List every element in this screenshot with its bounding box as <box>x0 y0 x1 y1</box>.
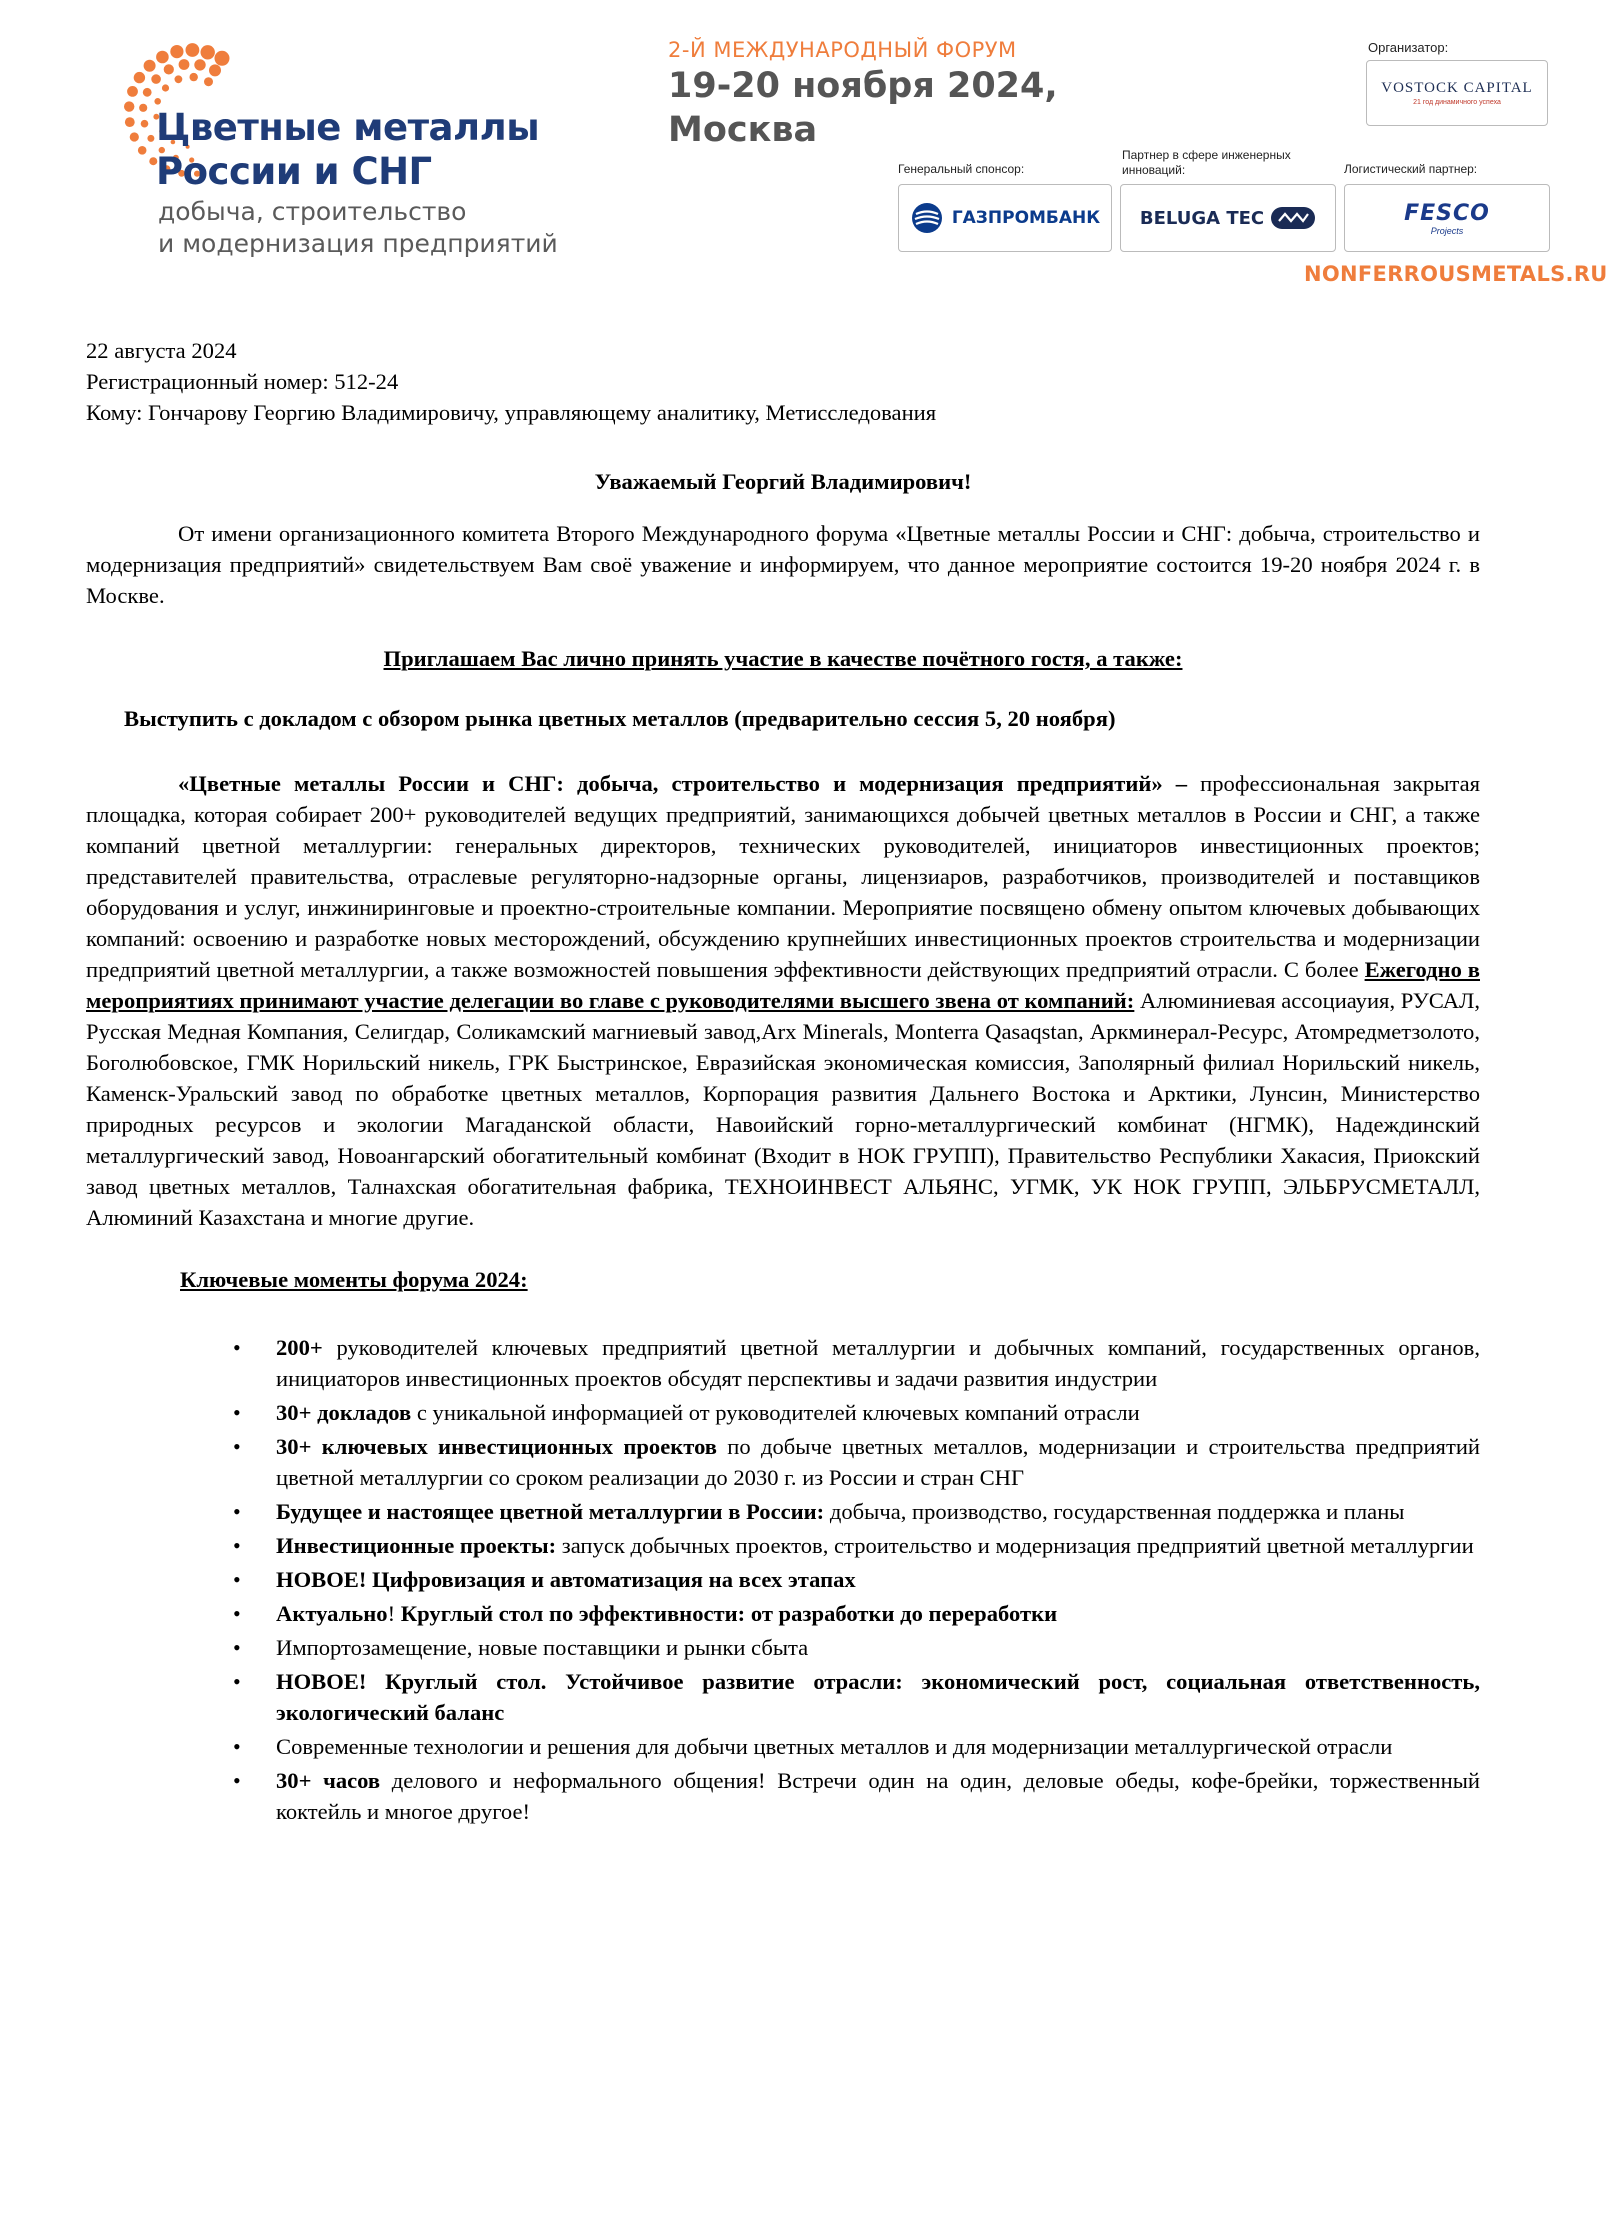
general-sponsor-logo <box>898 184 1112 252</box>
list-item-bold: Актуально <box>276 1601 388 1626</box>
forum-label: 2-Й МЕЖДУНАРОДНЫЙ ФОРУМ <box>668 38 1017 62</box>
intro-paragraph: От имени организационного комитета Второго Международного форума «Цветные металлы России и СНГ: добыча, строительство и модернизация предприятий» свидетельствуем Вам своё уважение и информируем, что данное мероприятие состоится 19-20 ноября 2024 г. в Москве. <box>86 521 1480 608</box>
list-item <box>233 1530 1480 1561</box>
logo-dot <box>179 59 190 70</box>
organizer-label: Организатор: <box>1368 40 1449 55</box>
logistics-partner-name: FESCO <box>1404 200 1490 226</box>
letter-date: 22 августа 2024 <box>86 338 237 363</box>
logo-dot <box>204 77 213 86</box>
logo-dot <box>201 45 215 59</box>
letterhead <box>0 0 1608 320</box>
list-item <box>233 1666 1480 1728</box>
speaking-request: Выступить с докладом с обзором рынка цветных металлов (предварительно сессия 5, 20 ноября) <box>124 706 1116 731</box>
list-item-bold: 30+ докладов <box>276 1400 412 1425</box>
list-item-text: Импортозамещение, новые поставщики и рынки сбыта <box>276 1635 809 1660</box>
list-item-text: руководителей ключевых предприятий цветной металлургии и добычных компаний, государственных органов, инициаторов инвестиционных проектов обсудят перспективы и задачи развития индустрии <box>276 1335 1480 1391</box>
logistics-partner-label: Логистический партнер: <box>1344 162 1478 176</box>
logo-dot <box>170 45 183 58</box>
logo-dot <box>215 51 230 66</box>
logo-dot <box>127 86 138 97</box>
gazprombank-icon <box>910 201 944 235</box>
general-sponsor-name: ГАЗПРОМБАНК <box>951 208 1101 228</box>
forum-name-bold: «Цветные металлы России и СНГ: добыча, строительство и модернизация предприятий» – <box>178 771 1188 796</box>
logo-dot <box>175 75 183 83</box>
logo-dot <box>156 51 169 64</box>
logo-dot <box>143 88 152 97</box>
list-item <box>233 1598 1480 1629</box>
list-item-bold: 200+ <box>276 1335 323 1360</box>
bullet-icon: • <box>233 1734 241 1759</box>
beluga-wave-icon <box>1270 206 1316 230</box>
list-item-text: добыча, производство, государственная поддержка и планы <box>824 1499 1405 1524</box>
invitation-heading: Приглашаем Вас лично принять участие в качестве почётного гостя, а также: <box>383 646 1183 671</box>
list-item-bold: Будущее и настоящее цветной металлургии в России: <box>276 1499 825 1524</box>
brand-title-line-2: России и СНГ <box>156 150 432 193</box>
logo-dot <box>154 98 161 105</box>
brand-subtitle <box>158 196 558 260</box>
brand-subtitle-line-2: и модернизация предприятий <box>158 229 558 258</box>
registration-number: Регистрационный номер: 512-24 <box>86 369 399 394</box>
list-item-bold: НОВОЕ! Круглый стол. Устойчивое развитие отрасли: экономический рост, социальная ответственность, экологический баланс <box>276 1669 1480 1725</box>
logo-dot <box>194 59 205 70</box>
list-item-text: с уникальной информацией от руководителей ключевых компаний отрасли <box>411 1400 1140 1425</box>
list-item-text: ! <box>387 1601 401 1626</box>
list-item <box>233 1397 1480 1428</box>
list-item-bold: 30+ ключевых инвестиционных проектов <box>276 1434 718 1459</box>
delegations-heading: Ежегодно в мероприятиях принимают участие делегации во главе с руководителями высшего звена от компаний: <box>86 957 1480 1013</box>
bullet-icon: • <box>233 1567 241 1592</box>
website-link[interactable]: NONFERROUSMETALS.RU <box>1304 262 1608 286</box>
bullet-icon: • <box>233 1533 241 1558</box>
brand-title-line-1: Цветные металлы <box>156 106 540 149</box>
bullet-icon: • <box>233 1635 241 1660</box>
forum-description-text: профессиональная закрытая площадка, которая собирает 200+ руководителей ведущих предприятий, занимающихся добычей цветных металлов в России и СНГ, а также компаний цветной металлургии: генеральных директоров, технических руководителей, инициаторов инвестиционных проектов; представителей правительства, отраслевые регуляторно-надзорные органы, лицензиаров, разработчиков, производителей и поставщиков оборудования и услуг, инжиниринговые и проектно-строительные компании. Мероприятие посвящено обмену опытом ключевых добывающих компаний: освоению и разработке новых месторождений, обсуждению крупнейших инвестиционных проектов строительства и модернизации предприятий цветной металлургии, а также возможностей повышения эффективности действующих предприятий отрасли. С более <box>86 771 1480 982</box>
forum-dates <box>668 64 1058 152</box>
logo-dot <box>164 64 174 74</box>
bullet-icon: • <box>233 1335 241 1360</box>
logistics-partner-sub: Projects <box>1430 225 1464 236</box>
companies-list: Алюминиевая ассоциауия, РУСАЛ, Русская Медная Компания, Селигдар, Соликамский магниевый завод,Arx Minerals, Monterra Qasaqstan, Аркминерал-Ресурс, Атомредметзолото, Боголюбовское, ГМК Норильский никель, ГРК Быстринское, Евразийская экономическая комиссия, Заполярный филиал Норильский никель, Каменск-Уральский завод по обработке цветных металлов, Корпорация развития Дальнего Востока и Арктики, Лунсин, Министерство природных ресурсов и экологии Магаданской области, Навоийский горно-металлургический комбинат (НГМК), Надеждинский металлургический завод, Новоангарский обогатительный комбинат (Входит в НОК ГРУПП), Правительство Республики Хакасия, Приокский завод цветных металлов, Талнахская обогатительная фабрика, ТЕХНОИНВЕСТ АЛЬЯНС, УГМК, УК НОК ГРУПП, ЭЛЬБРУСМЕТАЛЛ, Алюминий Казахстана и многие другие. <box>86 988 1480 1230</box>
list-item-bold: Круглый стол по эффективности: от разработки до переработки <box>400 1601 1058 1626</box>
brand-title <box>156 106 539 194</box>
list-item <box>233 1431 1480 1493</box>
logo-dot <box>209 64 221 76</box>
bullet-icon: • <box>233 1434 241 1459</box>
forum-description <box>86 768 1480 1233</box>
salutation: Уважаемый Георгий Владимирович! <box>594 469 972 494</box>
key-points-list <box>86 1332 1480 1827</box>
list-item-text: запуск добычных проектов, строительство и модернизация предприятий цветной металлургии <box>556 1533 1474 1558</box>
logo-dot <box>151 74 161 84</box>
list-item-text: Современные технологии и решения для добычи цветных металлов и для модернизации металлургической отрасли <box>276 1734 1393 1759</box>
organizer-logo <box>1366 60 1548 126</box>
general-sponsor-label: Генеральный спонсор: <box>898 162 1025 176</box>
logo-dot <box>186 43 200 57</box>
logo-dot <box>138 146 147 155</box>
list-item-bold: Инвестиционные проекты: <box>276 1533 557 1558</box>
bullet-icon: • <box>233 1669 241 1694</box>
logistics-partner-logo <box>1344 184 1550 252</box>
list-item <box>233 1765 1480 1827</box>
logo-dot <box>130 132 139 141</box>
forum-city: Москва <box>668 110 818 150</box>
list-item-text: делового и неформального общения! Встречи один на один, деловые обеды, кофе-брейки, торжественный коктейль и многое другое! <box>276 1768 1480 1824</box>
engineering-partner-logo <box>1120 184 1336 252</box>
key-points-heading: Ключевые моменты форума 2024: <box>180 1267 528 1292</box>
bullet-icon: • <box>233 1768 241 1793</box>
addressee: Кому: Гончарову Георгию Владимировичу, управляющему аналитику, Метисследования <box>86 400 937 425</box>
list-item-bold: НОВОЕ! Цифровизация и автоматизация на всех этапах <box>276 1567 856 1592</box>
bullet-icon: • <box>233 1499 241 1524</box>
logo-dot <box>190 73 198 81</box>
organizer-name: VOSTOCK CAPITAL <box>1381 80 1533 96</box>
logo-dot <box>139 104 147 112</box>
logo-dot <box>124 101 134 111</box>
logo-dot <box>162 84 169 91</box>
bullet-icon: • <box>233 1601 241 1626</box>
list-item <box>233 1564 1480 1595</box>
list-item-text: по добыче цветных металлов, модернизации и строительства предприятий цветной металлургии со сроком реализации до 2030 г. из России и стран СНГ <box>276 1434 1480 1490</box>
logo-dot <box>134 72 145 83</box>
list-item <box>233 1332 1480 1394</box>
logo-dot <box>141 120 149 128</box>
logo-dot <box>144 60 156 72</box>
letter-body <box>86 335 1480 1830</box>
forum-dates-line-1: 19-20 ноября 2024, <box>668 66 1058 106</box>
logo-dot <box>125 117 135 127</box>
list-item <box>233 1731 1480 1762</box>
organizer-tagline: 21 год динамичного успеха <box>1413 99 1501 106</box>
fesco-logo <box>1404 201 1490 236</box>
logo-dot <box>147 135 154 142</box>
bullet-icon: • <box>233 1400 241 1425</box>
list-item <box>233 1632 1480 1663</box>
list-item-bold: 30+ часов <box>276 1768 381 1793</box>
brand-subtitle-line-1: добыча, строительство <box>158 197 467 226</box>
engineering-partner-label: Партнер в сфере инженерных инноваций: <box>1122 148 1291 177</box>
list-item <box>233 1496 1480 1527</box>
engineering-partner-name: BELUGA TEC <box>1139 207 1265 229</box>
